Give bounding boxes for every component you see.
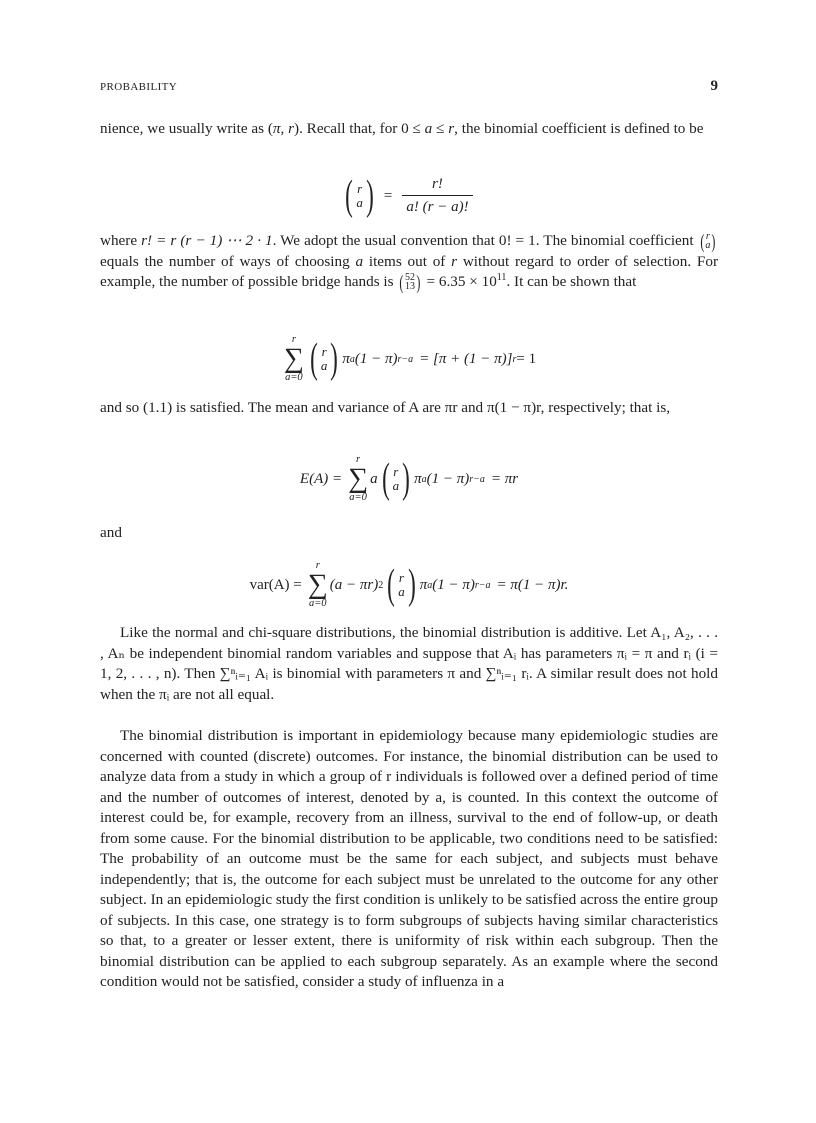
binom-coefficient: ( r a ) <box>345 173 374 219</box>
eq4-lhs: var(A) = <box>249 576 302 593</box>
eq4-sup-2: 2 <box>378 579 384 591</box>
para1-r2: r <box>448 120 455 137</box>
binom-coefficient: ( r a ) <box>387 562 416 608</box>
fraction <box>402 176 472 216</box>
binom-bottom: a <box>320 358 328 373</box>
para1-text-c: , the binomial coefficient is defined to be <box>454 120 704 137</box>
eq2-rhs: = [π + (1 − π)] <box>419 350 513 367</box>
binom-top: r <box>321 344 327 360</box>
para2-text-b: . We adopt the usual convention that 0! = 1. The binomial coefficient <box>272 232 698 249</box>
inline-binom-bottom: a <box>705 239 711 251</box>
bridge-binom: ( 52 13 ) <box>399 271 421 294</box>
summation: r ∑ a=0 <box>307 559 328 609</box>
para2-rfact: r! = r (r − 1) ⋯ 2 · 1 <box>141 232 273 249</box>
para2-a: a <box>355 252 364 270</box>
para2-text-c: equals the number of ways of choosing <box>100 252 356 270</box>
para2-r: r <box>451 252 458 270</box>
eq4-sup-ra: r−a <box>474 579 491 591</box>
eq3-pi: π <box>414 470 422 487</box>
para4-text: Like the normal and chi-square distributions, the binomial distribution is additive. Let A₁, A₂, . . . , Aₙ be independent binomial random variables and suppose that Aᵢ has parameters πᵢ = π and rᵢ (i = 1, 2, . . . , n). Then ∑ⁿᵢ₌₁ Aᵢ is binomial with parameters π and ∑ⁿᵢ₌₁ rᵢ. A similar result does not hold when the πᵢ are not all equal. <box>100 624 718 703</box>
binom-bottom: a <box>392 478 400 493</box>
eq2-pi: π <box>342 350 350 367</box>
sum-upper-limit: r <box>291 333 296 345</box>
para1-pi: π <box>272 120 281 137</box>
eq3-pre: a <box>370 470 378 487</box>
eq2-rhs2: = 1 <box>516 350 537 367</box>
eq3-body: (1 − π) <box>426 470 470 487</box>
fraction-numerator: r! <box>432 176 443 192</box>
eq3-rhs: = πr <box>490 470 519 487</box>
equals-sign: = <box>383 187 393 204</box>
summation: r ∑ a=0 <box>348 453 369 503</box>
and-text: and <box>100 524 122 541</box>
para2-text-e: without regard to order of selection. For example, the number of possible bridge hands is <box>100 252 718 291</box>
binom-top: r <box>398 570 404 586</box>
para5-text: The binomial distribution is important in epidemiology because many epidemiologic studies are concerned with counted (discrete) outcomes. For instance, the binomial distribution can be used to analyze data from a study in which a group of r individuals is followed over a defined period of time and the number of outcomes of interest, denoted by a, is counted. In this context the outcome of interest could be, for example, recovery from an illness, survival to the end of follow-up, or death from some cause. For the binomial distribution to be applicable, two conditions need to be satisfied: The probability of an outcome must be the same for each subject, and subjects must behave independently; that is, the outcome for each subject must be unrelated to the outcome for any other subject. In an epidemiologic study the first condition is unlikely to be satisfied across the entire group of subjects. In this case, one strategy is to form subgroups of subjects having similar characteristics so that, to a greater or lesser extent, there is uniformity of risk within each subgroup. Then the binomial distribution can be applied to each subgroup separately. As an example where the second condition would not be satisfied, consider a study of influenza in a <box>100 727 718 990</box>
binom-bottom: a <box>356 195 363 210</box>
equation-binomial-definition <box>100 168 718 224</box>
eq3-sup-a: a <box>421 473 427 485</box>
eq2-sup-r: r <box>512 353 517 365</box>
eq3-lhs: E(A) = <box>299 470 343 487</box>
eq3-sup-ra: r−a <box>469 473 485 485</box>
running-head: PROBABILITY <box>100 81 178 93</box>
sum-upper-limit: r <box>356 453 361 465</box>
eq2-sup-a: a <box>349 353 355 365</box>
para1-text-a: nience, we usually write as ( <box>100 120 273 137</box>
sum-upper-limit: r <box>315 559 320 571</box>
binom-coefficient: ( r a ) <box>381 456 410 502</box>
para1-text-b: ). Recall that, for 0 ≤ <box>294 120 425 137</box>
paragraph-binomial-coefficient <box>100 231 718 293</box>
eq4-body: (1 − π) <box>432 576 475 593</box>
eq4-sup-a: a <box>427 579 433 591</box>
page-header <box>100 78 718 98</box>
sum-lower-limit: a=0 <box>308 598 327 609</box>
paragraph-intro <box>100 119 718 140</box>
para3-text: and so (1.1) is satisfied. The mean and variance of A are πr and π(1 − π)r, respectively; that is, <box>100 399 671 416</box>
binom-bottom: a <box>398 584 405 599</box>
eq4-rhs: = π(1 − π)r. <box>496 576 569 593</box>
inline-binom-top: r <box>705 231 710 243</box>
para2-text-a: where <box>100 232 142 249</box>
binom-top: r <box>393 464 399 480</box>
paragraph-additive <box>100 623 718 705</box>
para2-exponent: 11 <box>496 271 507 283</box>
fraction-denominator: a! (r − a)! <box>402 195 472 216</box>
page-number: 9 <box>710 78 718 94</box>
para2-text-f: = 6.35 × 10 <box>422 273 497 291</box>
bridge-binom-top: 52 <box>405 272 416 284</box>
para1-a: a <box>424 120 433 137</box>
and-label <box>100 523 718 544</box>
bridge-binom-bottom: 13 <box>405 280 416 292</box>
sum-lower-limit: a=0 <box>349 492 367 503</box>
eq2-sup-ra: r−a <box>397 353 414 365</box>
paragraph-mean-variance <box>100 398 718 419</box>
eq2-body: (1 − π) <box>354 350 398 367</box>
para2-text-g: . It can be shown that <box>506 273 637 291</box>
equation-variance <box>100 557 718 613</box>
sum-lower-limit: a=0 <box>285 372 303 383</box>
inline-binom: ( r a ) <box>699 230 716 253</box>
para1-comma: , <box>280 120 289 137</box>
equation-expectation <box>100 451 718 507</box>
eq4-pi: π <box>419 576 428 593</box>
para1-le: ≤ <box>432 120 449 137</box>
equation-sum-to-one <box>100 333 718 385</box>
eq4-pre: (a − πr) <box>329 576 379 593</box>
binom-top: r <box>357 181 363 197</box>
paragraph-epidemiology <box>100 726 718 993</box>
binom-coefficient: ( r a ) <box>310 336 339 382</box>
para2-text-d: items out of <box>363 252 452 270</box>
summation: r ∑ a=0 <box>283 333 304 383</box>
para1-r: r <box>288 120 295 137</box>
